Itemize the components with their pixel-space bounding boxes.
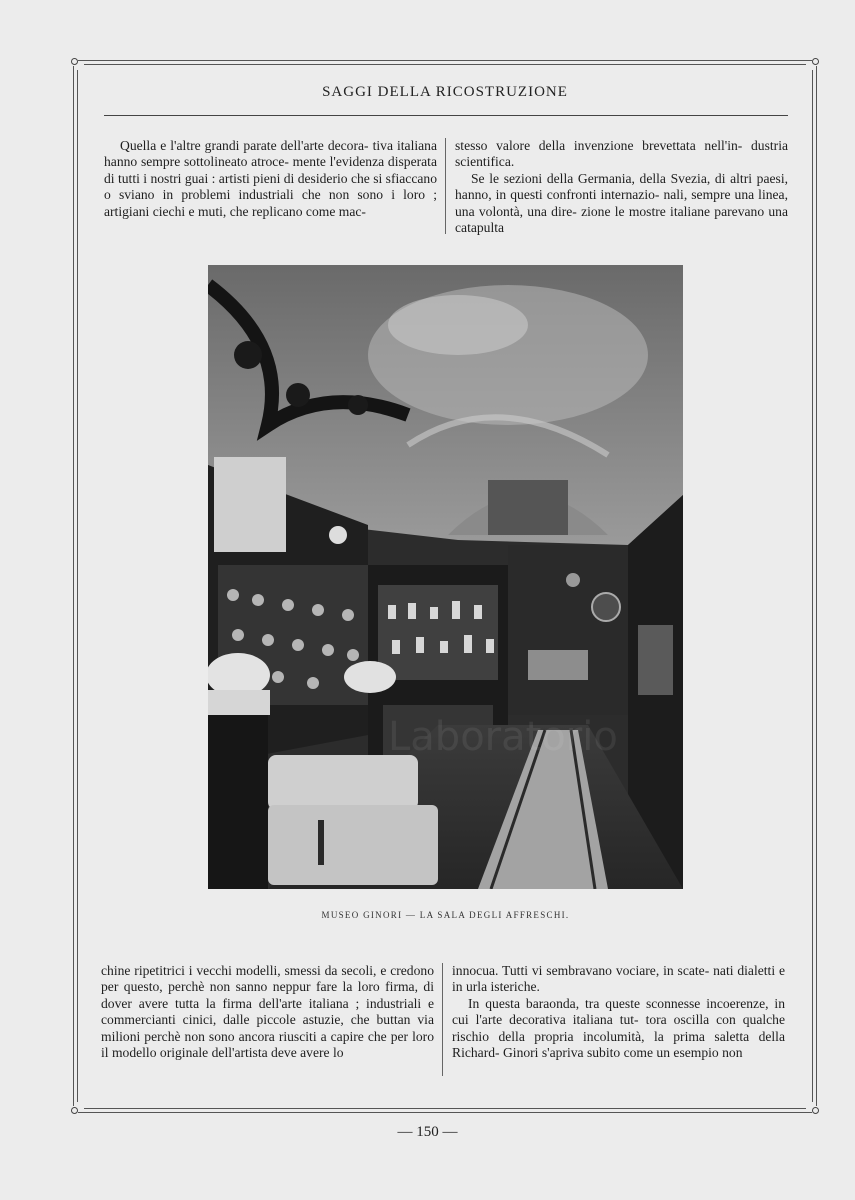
frame-corner	[71, 58, 78, 65]
frame-left-line-outer	[73, 66, 74, 1106]
top-left-column	[104, 138, 437, 220]
paragraph: innocua. Tutti vi sembravano vociare, in scate- nati dialetti e in urla isteriche.	[452, 963, 785, 995]
header-rule	[104, 115, 788, 116]
frame-top-line-inner	[84, 64, 806, 65]
page-number: — 150 —	[397, 1124, 458, 1140]
paragraph: stesso valore della invenzione brevettata nell'in- dustria scientifica.	[455, 138, 788, 170]
paragraph: Quella e l'altre grandi parate dell'arte decora- tiva italiana hanno sempre sottolineato atroce- mente l'evidenza disperata di tutti i nostri guai : artisti pieni di desiderio che si sfiaccano o sviano in problemi industriali che non sono i loro ; artigiani ciechi e muti, che replicano come mac-	[104, 138, 437, 219]
running-header: SAGGI DELLA RICOSTRUZIONE	[322, 84, 568, 100]
frame-corner	[812, 1107, 819, 1114]
figure-caption: MUSEO GINORI — LA SALA DEGLI AFFRESCHI.	[321, 910, 570, 920]
frame-right-line-inner	[812, 70, 813, 1102]
svg-text:Laboratorio: Laboratorio	[388, 714, 618, 760]
paragraph: In questa baraonda, tra queste sconnesse incoerenze, in cui l'arte decorativa italiana tut- tora oscilla con qualche rischio della propria incolumità, la prima saletta della Richard- Ginori s'apriva subito come un esempio non	[452, 995, 786, 1061]
frame-top-line-outer	[78, 60, 812, 61]
bottom-left-column	[101, 963, 434, 1061]
top-right-column	[455, 138, 788, 236]
frame-left-line-inner	[77, 70, 78, 1102]
frame-bottom-line-inner	[84, 1108, 806, 1109]
bottom-right-column	[452, 963, 785, 1061]
frame-bottom-line-outer	[78, 1112, 812, 1113]
frame-right-line-outer	[816, 66, 817, 1106]
column-separator	[442, 963, 443, 1076]
museum-hall-photograph	[208, 265, 683, 889]
frame-corner	[812, 58, 819, 65]
frame-corner	[71, 1107, 78, 1114]
paragraph: Se le sezioni della Germania, della Svezia, di altri paesi, hanno, in questi confronti internazio- nali, sempre una linea, una volontà, una dire- zione le mostre italiane parevano una catapulta	[455, 170, 788, 236]
paragraph: chine ripetitrici i vecchi modelli, smessi da secoli, e credono per questo, perchè non sanno neppur fare la loro firma, di dover avere tutta la firma dell'arte italiana ; industriali e commercianti cinici, dalle piccole astuzie, che buttan via milioni perchè non sono ancora riusciti a capire che per loro il modello originale dell'artista deve avere lo	[101, 963, 434, 1061]
column-separator	[445, 138, 446, 234]
